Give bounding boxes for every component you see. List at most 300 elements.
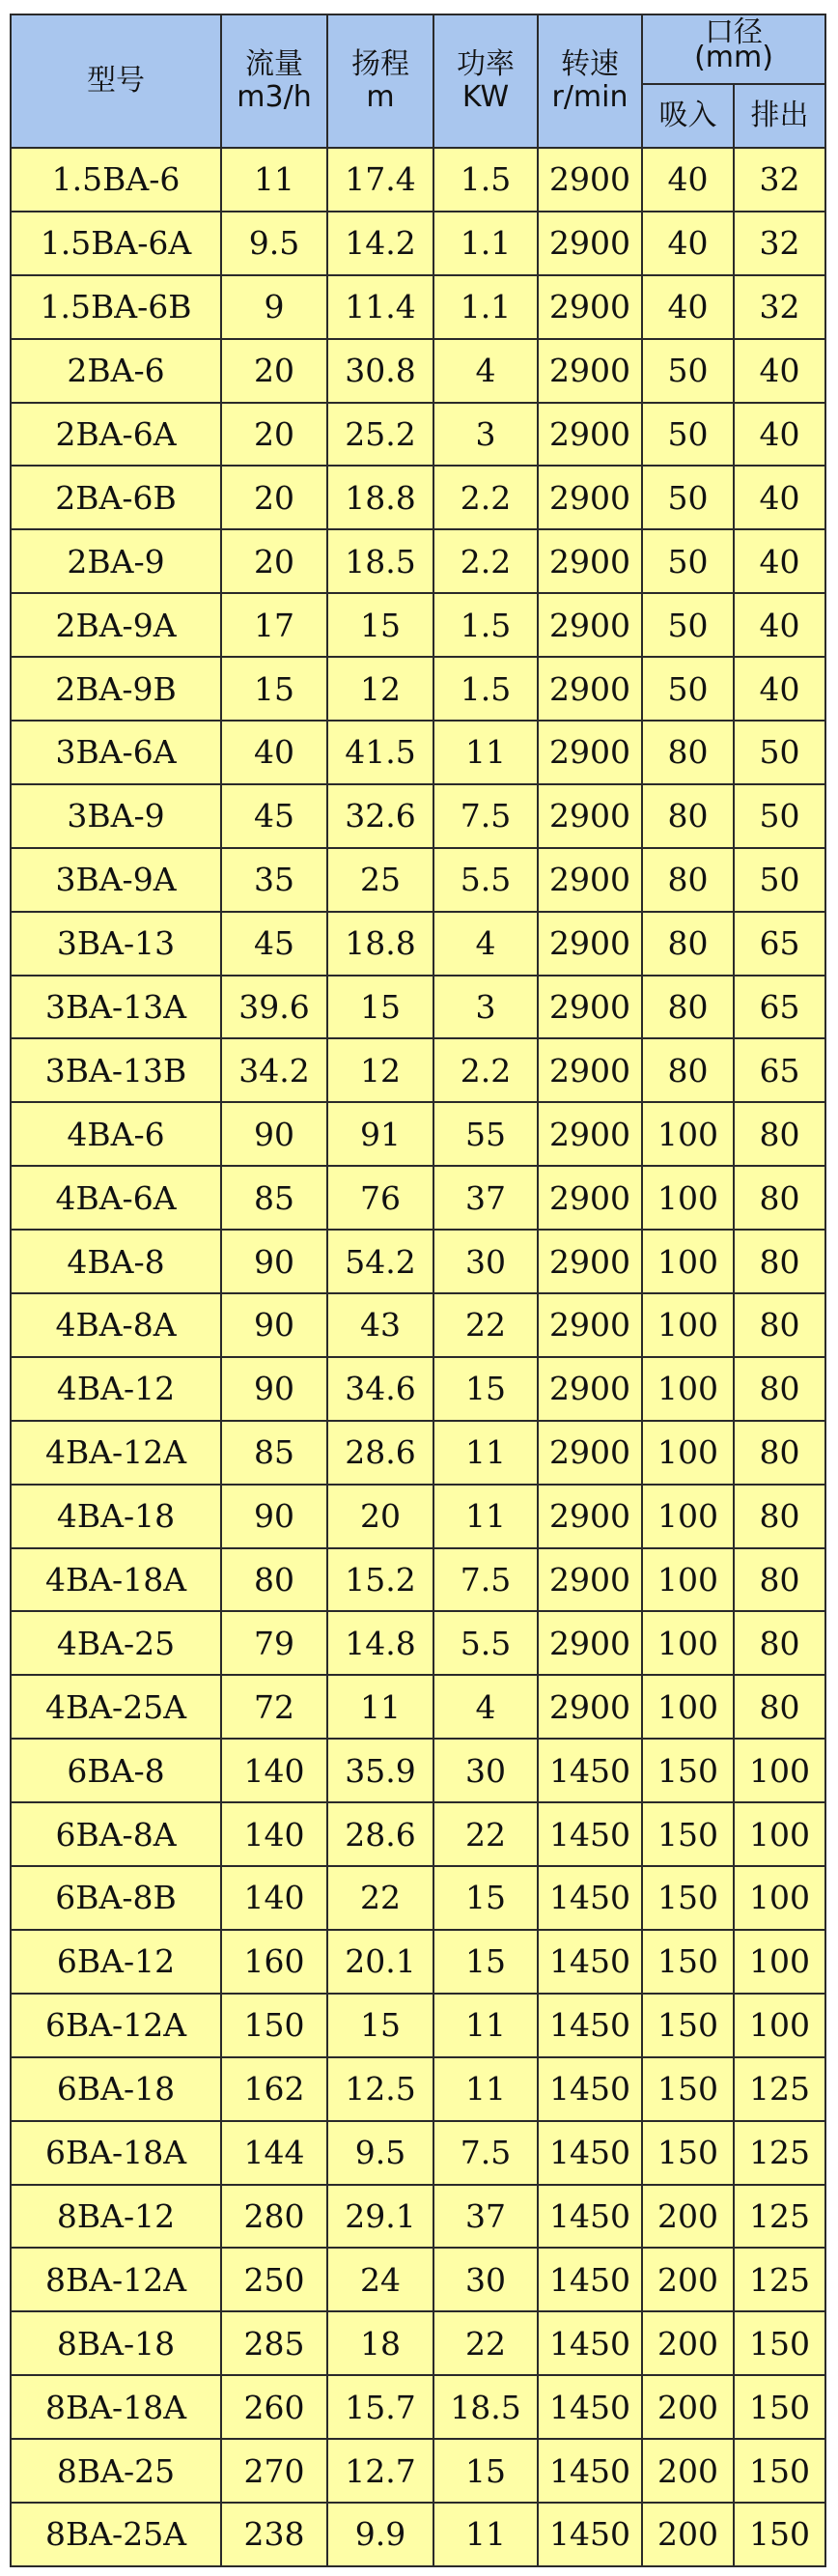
- flow-cell: 90: [221, 1357, 327, 1421]
- speed-cell: 2900: [538, 1675, 642, 1739]
- table-row: [11, 1611, 825, 1675]
- discharge-cell: 80: [734, 1421, 825, 1485]
- head-cell: 12: [327, 1038, 433, 1102]
- table-row: [11, 1421, 825, 1485]
- table-row: [11, 976, 825, 1039]
- suction-cell: 80: [642, 1038, 734, 1102]
- suction-cell: 40: [642, 148, 734, 212]
- flow-cell: 15: [221, 657, 327, 721]
- head-cell: 25: [327, 848, 433, 912]
- head-cell: 12.7: [327, 2439, 433, 2503]
- head-cell: 41.5: [327, 721, 433, 784]
- speed-cell: 2900: [538, 466, 642, 529]
- power-cell: 5.5: [433, 1611, 538, 1675]
- header-head: [327, 14, 433, 148]
- flow-cell: 39.6: [221, 976, 327, 1039]
- speed-cell: 2900: [538, 912, 642, 976]
- table-row: [11, 148, 825, 212]
- head-cell: 11.4: [327, 275, 433, 339]
- model-cell: 1.5BA-6B: [11, 275, 221, 339]
- table-row: [11, 1230, 825, 1293]
- model-cell: 8BA-25: [11, 2439, 221, 2503]
- power-cell: 11: [433, 2503, 538, 2566]
- speed-cell: 1450: [538, 2439, 642, 2503]
- suction-cell: 150: [642, 1866, 734, 1930]
- header-diameter: [642, 14, 825, 84]
- suction-cell: 100: [642, 1102, 734, 1166]
- discharge-cell: 40: [734, 339, 825, 403]
- flow-cell: 72: [221, 1675, 327, 1739]
- power-cell: 4: [433, 1675, 538, 1739]
- flow-cell: 250: [221, 2248, 327, 2311]
- model-cell: 6BA-8B: [11, 1866, 221, 1930]
- head-cell: 43: [327, 1293, 433, 1357]
- discharge-cell: 80: [734, 1230, 825, 1293]
- model-cell: 8BA-12: [11, 2185, 221, 2249]
- suction-cell: 200: [642, 2248, 734, 2311]
- discharge-cell: 125: [734, 2057, 825, 2121]
- speed-cell: 2900: [538, 212, 642, 275]
- head-cell: 32.6: [327, 784, 433, 848]
- power-cell: 22: [433, 1802, 538, 1866]
- discharge-cell: 32: [734, 148, 825, 212]
- model-cell: 4BA-8A: [11, 1293, 221, 1357]
- flow-cell: 90: [221, 1102, 327, 1166]
- discharge-cell: 80: [734, 1675, 825, 1739]
- discharge-cell: 80: [734, 1102, 825, 1166]
- power-cell: 30: [433, 1739, 538, 1802]
- table-row: [11, 466, 825, 529]
- table-row: [11, 339, 825, 403]
- flow-cell: 20: [221, 339, 327, 403]
- speed-cell: 2900: [538, 339, 642, 403]
- model-cell: 4BA-8: [11, 1230, 221, 1293]
- power-cell: 15: [433, 2439, 538, 2503]
- speed-cell: 1450: [538, 1802, 642, 1866]
- model-cell: 6BA-18A: [11, 2121, 221, 2185]
- model-cell: 8BA-18A: [11, 2375, 221, 2439]
- table-row: [11, 2375, 825, 2439]
- head-cell: 12.5: [327, 2057, 433, 2121]
- flow-cell: 90: [221, 1230, 327, 1293]
- speed-cell: 2900: [538, 1485, 642, 1548]
- discharge-cell: 125: [734, 2248, 825, 2311]
- table-row: [11, 275, 825, 339]
- discharge-cell: 40: [734, 593, 825, 657]
- suction-cell: 100: [642, 1166, 734, 1230]
- discharge-cell: 80: [734, 1293, 825, 1357]
- flow-cell: 285: [221, 2311, 327, 2375]
- model-cell: 4BA-18: [11, 1485, 221, 1548]
- discharge-cell: 65: [734, 1038, 825, 1102]
- flow-cell: 17: [221, 593, 327, 657]
- discharge-cell: 150: [734, 2503, 825, 2566]
- speed-cell: 1450: [538, 1866, 642, 1930]
- table-row: [11, 212, 825, 275]
- flow-cell: 80: [221, 1548, 327, 1612]
- header-speed-label: 转速: [561, 46, 619, 81]
- model-cell: 6BA-12A: [11, 1994, 221, 2057]
- speed-cell: 2900: [538, 1293, 642, 1357]
- suction-cell: 100: [642, 1611, 734, 1675]
- power-cell: 11: [433, 721, 538, 784]
- head-cell: 35.9: [327, 1739, 433, 1802]
- model-cell: 6BA-12: [11, 1930, 221, 1994]
- flow-cell: 11: [221, 148, 327, 212]
- header-flow: [221, 14, 327, 148]
- suction-cell: 100: [642, 1293, 734, 1357]
- suction-cell: 100: [642, 1548, 734, 1612]
- head-cell: 18.8: [327, 912, 433, 976]
- speed-cell: 2900: [538, 721, 642, 784]
- speed-cell: 1450: [538, 2121, 642, 2185]
- suction-cell: 80: [642, 784, 734, 848]
- speed-cell: 2900: [538, 784, 642, 848]
- table-row: [11, 1293, 825, 1357]
- model-cell: 4BA-6: [11, 1102, 221, 1166]
- head-cell: 28.6: [327, 1802, 433, 1866]
- head-cell: 54.2: [327, 1230, 433, 1293]
- head-cell: 15.2: [327, 1548, 433, 1612]
- discharge-cell: 80: [734, 1485, 825, 1548]
- flow-cell: 90: [221, 1293, 327, 1357]
- table-row: [11, 1548, 825, 1612]
- table-body: [11, 148, 825, 2566]
- model-cell: 6BA-8A: [11, 1802, 221, 1866]
- table-row: [11, 1930, 825, 1994]
- model-cell: 4BA-18A: [11, 1548, 221, 1612]
- flow-cell: 45: [221, 912, 327, 976]
- header-model: 型号: [11, 14, 221, 148]
- model-cell: 3BA-13B: [11, 1038, 221, 1102]
- model-cell: 3BA-9A: [11, 848, 221, 912]
- table-row: [11, 1802, 825, 1866]
- discharge-cell: 100: [734, 1994, 825, 2057]
- discharge-cell: 100: [734, 1739, 825, 1802]
- speed-cell: 2900: [538, 1357, 642, 1421]
- speed-cell: 2900: [538, 1421, 642, 1485]
- power-cell: 11: [433, 1485, 538, 1548]
- header-diameter-unit: (mm): [694, 41, 773, 74]
- table-row: [11, 1739, 825, 1802]
- suction-cell: 150: [642, 2121, 734, 2185]
- speed-cell: 1450: [538, 1739, 642, 1802]
- discharge-cell: 125: [734, 2185, 825, 2249]
- table-row: [11, 1357, 825, 1421]
- suction-cell: 80: [642, 912, 734, 976]
- head-cell: 15: [327, 976, 433, 1039]
- table-row: [11, 2439, 825, 2503]
- head-cell: 15.7: [327, 2375, 433, 2439]
- suction-cell: 40: [642, 212, 734, 275]
- table-row: [11, 403, 825, 467]
- flow-cell: 9: [221, 275, 327, 339]
- table-row: [11, 2248, 825, 2311]
- table-row: [11, 593, 825, 657]
- speed-cell: 1450: [538, 1994, 642, 2057]
- speed-cell: 2900: [538, 1038, 642, 1102]
- discharge-cell: 65: [734, 912, 825, 976]
- flow-cell: 144: [221, 2121, 327, 2185]
- speed-cell: 2900: [538, 1230, 642, 1293]
- power-cell: 37: [433, 1166, 538, 1230]
- discharge-cell: 40: [734, 529, 825, 593]
- power-cell: 2.2: [433, 529, 538, 593]
- flow-cell: 20: [221, 466, 327, 529]
- flow-cell: 79: [221, 1611, 327, 1675]
- table-row: [11, 848, 825, 912]
- model-cell: 8BA-12A: [11, 2248, 221, 2311]
- head-cell: 17.4: [327, 148, 433, 212]
- suction-cell: 200: [642, 2185, 734, 2249]
- suction-cell: 100: [642, 1230, 734, 1293]
- suction-cell: 50: [642, 529, 734, 593]
- suction-cell: 80: [642, 976, 734, 1039]
- flow-cell: 270: [221, 2439, 327, 2503]
- discharge-cell: 150: [734, 2439, 825, 2503]
- discharge-cell: 100: [734, 1802, 825, 1866]
- suction-cell: 100: [642, 1485, 734, 1548]
- table-row: [11, 529, 825, 593]
- head-cell: 34.6: [327, 1357, 433, 1421]
- power-cell: 1.5: [433, 593, 538, 657]
- discharge-cell: 100: [734, 1930, 825, 1994]
- header-power: [433, 14, 538, 148]
- model-cell: 6BA-8: [11, 1739, 221, 1802]
- suction-cell: 150: [642, 1930, 734, 1994]
- model-cell: 3BA-13: [11, 912, 221, 976]
- model-cell: 2BA-6B: [11, 466, 221, 529]
- discharge-cell: 80: [734, 1611, 825, 1675]
- suction-cell: 50: [642, 466, 734, 529]
- flow-cell: 9.5: [221, 212, 327, 275]
- power-cell: 7.5: [433, 2121, 538, 2185]
- suction-cell: 40: [642, 275, 734, 339]
- power-cell: 18.5: [433, 2375, 538, 2439]
- speed-cell: 2900: [538, 275, 642, 339]
- table-row: [11, 784, 825, 848]
- speed-cell: 1450: [538, 2311, 642, 2375]
- speed-cell: 1450: [538, 2248, 642, 2311]
- head-cell: 24: [327, 2248, 433, 2311]
- header-speed-unit: r/min: [551, 80, 628, 114]
- head-cell: 14.8: [327, 1611, 433, 1675]
- power-cell: 15: [433, 1357, 538, 1421]
- head-cell: 91: [327, 1102, 433, 1166]
- speed-cell: 2900: [538, 848, 642, 912]
- speed-cell: 1450: [538, 2503, 642, 2566]
- power-cell: 11: [433, 1421, 538, 1485]
- table-row: [11, 2057, 825, 2121]
- table-row: [11, 2503, 825, 2566]
- header-flow-label: 流量: [245, 46, 303, 81]
- head-cell: 28.6: [327, 1421, 433, 1485]
- speed-cell: 1450: [538, 1930, 642, 1994]
- discharge-cell: 50: [734, 848, 825, 912]
- header-power-label: 功率: [457, 46, 515, 81]
- model-cell: 2BA-9A: [11, 593, 221, 657]
- model-cell: 2BA-9B: [11, 657, 221, 721]
- flow-cell: 85: [221, 1166, 327, 1230]
- power-cell: 2.2: [433, 466, 538, 529]
- discharge-cell: 125: [734, 2121, 825, 2185]
- suction-cell: 200: [642, 2503, 734, 2566]
- power-cell: 15: [433, 1866, 538, 1930]
- power-cell: 22: [433, 1293, 538, 1357]
- flow-cell: 40: [221, 721, 327, 784]
- suction-cell: 100: [642, 1357, 734, 1421]
- speed-cell: 1450: [538, 2375, 642, 2439]
- model-cell: 2BA-6: [11, 339, 221, 403]
- power-cell: 15: [433, 1930, 538, 1994]
- suction-cell: 80: [642, 721, 734, 784]
- power-cell: 3: [433, 403, 538, 467]
- flow-cell: 280: [221, 2185, 327, 2249]
- power-cell: 1.1: [433, 275, 538, 339]
- discharge-cell: 50: [734, 721, 825, 784]
- power-cell: 22: [433, 2311, 538, 2375]
- power-cell: 3: [433, 976, 538, 1039]
- head-cell: 25.2: [327, 403, 433, 467]
- suction-cell: 100: [642, 1675, 734, 1739]
- power-cell: 5.5: [433, 848, 538, 912]
- discharge-cell: 65: [734, 976, 825, 1039]
- discharge-cell: 150: [734, 2311, 825, 2375]
- speed-cell: 1450: [538, 2057, 642, 2121]
- power-cell: 4: [433, 912, 538, 976]
- speed-cell: 2900: [538, 529, 642, 593]
- table-row: [11, 1102, 825, 1166]
- speed-cell: 1450: [538, 2185, 642, 2249]
- power-cell: 11: [433, 2057, 538, 2121]
- flow-cell: 140: [221, 1802, 327, 1866]
- suction-cell: 150: [642, 1994, 734, 2057]
- discharge-cell: 80: [734, 1166, 825, 1230]
- suction-cell: 200: [642, 2439, 734, 2503]
- table-row: [11, 721, 825, 784]
- header-power-unit: KW: [461, 80, 510, 114]
- speed-cell: 2900: [538, 976, 642, 1039]
- model-cell: 4BA-25: [11, 1611, 221, 1675]
- header-flow-unit: m3/h: [237, 80, 312, 114]
- model-cell: 8BA-18: [11, 2311, 221, 2375]
- table-row: [11, 1994, 825, 2057]
- power-cell: 2.2: [433, 1038, 538, 1102]
- head-cell: 20.1: [327, 1930, 433, 1994]
- header-head-label: 扬程: [351, 46, 409, 81]
- head-cell: 30.8: [327, 339, 433, 403]
- table-row: [11, 1675, 825, 1739]
- speed-cell: 2900: [538, 593, 642, 657]
- discharge-cell: 40: [734, 657, 825, 721]
- table-row: [11, 1485, 825, 1548]
- power-cell: 4: [433, 339, 538, 403]
- head-cell: 18.5: [327, 529, 433, 593]
- suction-cell: 50: [642, 657, 734, 721]
- suction-cell: 80: [642, 848, 734, 912]
- table-row: [11, 1038, 825, 1102]
- discharge-cell: 40: [734, 466, 825, 529]
- speed-cell: 2900: [538, 1102, 642, 1166]
- table-row: [11, 657, 825, 721]
- suction-cell: 100: [642, 1421, 734, 1485]
- discharge-cell: 80: [734, 1548, 825, 1612]
- discharge-cell: 32: [734, 275, 825, 339]
- speed-cell: 2900: [538, 1548, 642, 1612]
- discharge-cell: 80: [734, 1357, 825, 1421]
- flow-cell: 45: [221, 784, 327, 848]
- flow-cell: 162: [221, 2057, 327, 2121]
- model-cell: 8BA-25A: [11, 2503, 221, 2566]
- head-cell: 29.1: [327, 2185, 433, 2249]
- model-cell: 3BA-9: [11, 784, 221, 848]
- power-cell: 7.5: [433, 1548, 538, 1612]
- header-diameter-label: 口径: [705, 14, 763, 49]
- header-head-unit: m: [366, 80, 395, 114]
- flow-cell: 140: [221, 1739, 327, 1802]
- model-cell: 4BA-25A: [11, 1675, 221, 1739]
- suction-cell: 200: [642, 2311, 734, 2375]
- flow-cell: 20: [221, 529, 327, 593]
- speed-cell: 2900: [538, 403, 642, 467]
- discharge-cell: 100: [734, 1866, 825, 1930]
- speed-cell: 2900: [538, 1611, 642, 1675]
- head-cell: 9.5: [327, 2121, 433, 2185]
- header-suction: 吸入: [642, 84, 734, 148]
- power-cell: 1.1: [433, 212, 538, 275]
- table-row: [11, 1166, 825, 1230]
- table-row: [11, 2185, 825, 2249]
- model-cell: 4BA-6A: [11, 1166, 221, 1230]
- suction-cell: 150: [642, 1739, 734, 1802]
- head-cell: 9.9: [327, 2503, 433, 2566]
- suction-cell: 200: [642, 2375, 734, 2439]
- discharge-cell: 40: [734, 403, 825, 467]
- flow-cell: 35: [221, 848, 327, 912]
- flow-cell: 150: [221, 1994, 327, 2057]
- speed-cell: 2900: [538, 657, 642, 721]
- head-cell: 15: [327, 593, 433, 657]
- power-cell: 7.5: [433, 784, 538, 848]
- discharge-cell: 150: [734, 2375, 825, 2439]
- power-cell: 11: [433, 1994, 538, 2057]
- table-row: [11, 912, 825, 976]
- model-cell: 2BA-6A: [11, 403, 221, 467]
- head-cell: 15: [327, 1994, 433, 2057]
- table-header: [11, 14, 825, 148]
- speed-cell: 2900: [538, 148, 642, 212]
- head-cell: 18.8: [327, 466, 433, 529]
- model-cell: 1.5BA-6A: [11, 212, 221, 275]
- head-cell: 11: [327, 1675, 433, 1739]
- model-cell: 3BA-13A: [11, 976, 221, 1039]
- power-cell: 1.5: [433, 657, 538, 721]
- suction-cell: 150: [642, 1802, 734, 1866]
- table-row: [11, 2121, 825, 2185]
- table-row: [11, 2311, 825, 2375]
- power-cell: 30: [433, 2248, 538, 2311]
- speed-cell: 2900: [538, 1166, 642, 1230]
- suction-cell: 50: [642, 339, 734, 403]
- suction-cell: 50: [642, 593, 734, 657]
- table-row: [11, 1866, 825, 1930]
- suction-cell: 50: [642, 403, 734, 467]
- discharge-cell: 50: [734, 784, 825, 848]
- flow-cell: 160: [221, 1930, 327, 1994]
- model-cell: 3BA-6A: [11, 721, 221, 784]
- pump-spec-table: [10, 14, 826, 2567]
- model-cell: 1.5BA-6: [11, 148, 221, 212]
